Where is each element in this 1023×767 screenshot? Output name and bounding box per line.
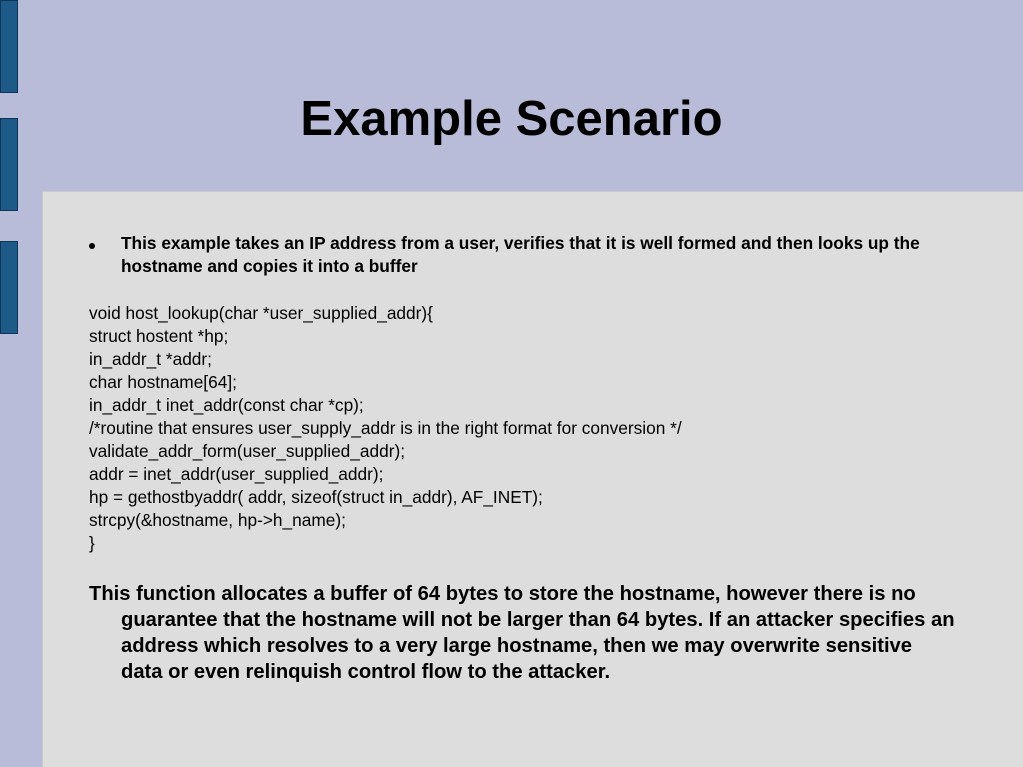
code-line: struct hostent *hp; [89, 326, 229, 346]
summary-paragraph: This function allocates a buffer of 64 bytes to store the hostname, however there is no guarantee that the hostname will not be larger than 64 bytes. If an attacker specifies an address which resolves to a very large hostname, then we may overwrite sensitive data or even relinquish control flow to the attacker. [89, 583, 955, 683]
code-line: /*routine that ensures user_supply_addr is in the right format for conversion */ [89, 418, 682, 438]
slide-title: Example Scenario [300, 92, 723, 146]
bullet-text: This example takes an IP address from a user, verifies that it is well formed and then looks up the hostname and copies it into a buffer [121, 233, 920, 276]
code-line: in_addr_t *addr; [89, 349, 212, 369]
bullet-dot-icon [89, 243, 95, 249]
code-line: addr = inet_addr(user_supplied_addr); [89, 464, 384, 484]
code-line: in_addr_t inet_addr(const char *cp); [89, 395, 364, 415]
code-line: strcpy(&hostname, hp->h_name); [89, 510, 346, 530]
code-line: validate_addr_form(user_supplied_addr); [89, 441, 406, 461]
content-panel [42, 191, 1023, 767]
code-line: } [89, 533, 95, 553]
code-line: hp = gethostbyaddr( addr, sizeof(struct in_addr), AF_INET); [89, 487, 543, 507]
side-accent-bar [0, 0, 18, 93]
code-block [89, 302, 989, 555]
code-line: void host_lookup(char *user_supplied_addr){ [89, 303, 433, 323]
code-line: char hostname[64]; [89, 372, 237, 392]
side-accent-bar [0, 241, 18, 334]
